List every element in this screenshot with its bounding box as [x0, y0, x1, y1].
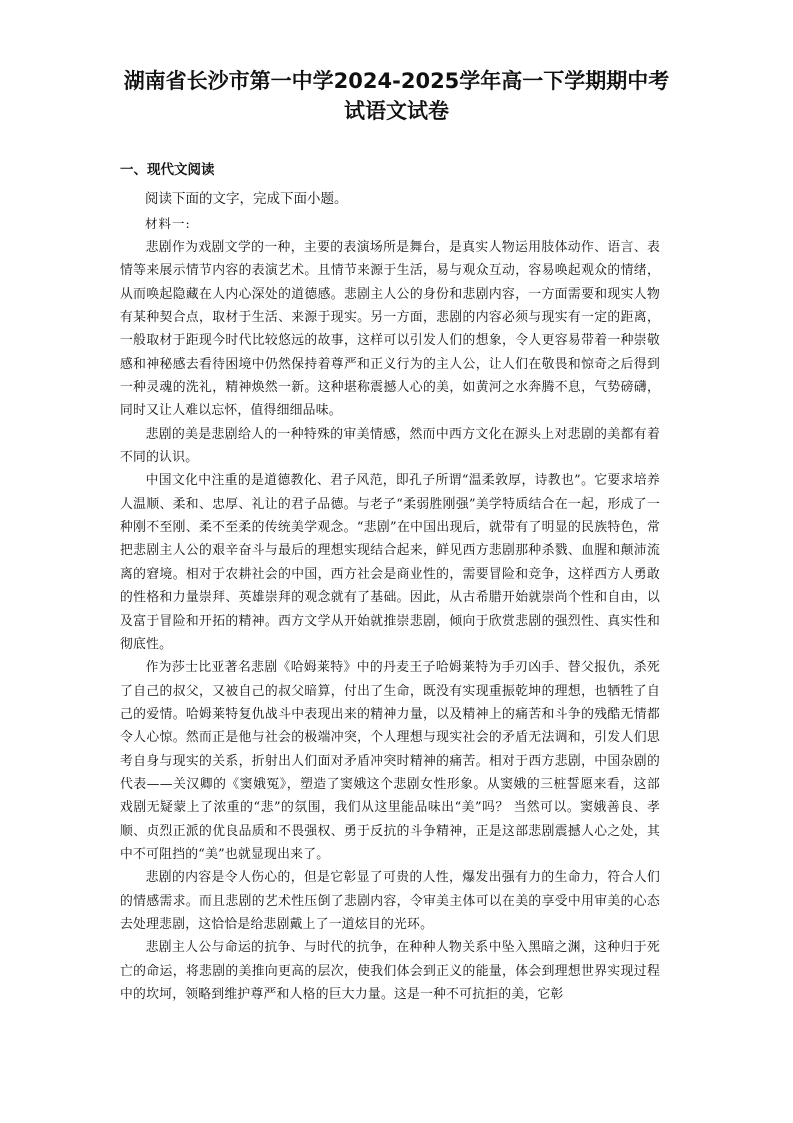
- passage-paragraph: 悲剧主人公与命运的抗争、与时代的抗争，在种种人物关系中坠入黑暗之渊，这种归于死亡的命运，将悲剧的美推向更高的层次，使我们体会到正义的能量，体会到理想世界实现过程中的坎坷，领略到维护尊严和人格的巨大力量。这是一种不可抗拒的美，它彰: [120, 940, 660, 1002]
- passage-paragraph: 作为莎士比亚著名悲剧《哈姆莱特》中的丹麦王子哈姆莱特为手刃凶手、替父报仇，杀死了自己的叔父，又被自己的叔父暗算，付出了生命，既没有实现重振乾坤的理想，也牺牲了自己的爱情。哈姆莱特复仇战斗中表现出来的精神力量，以及精神上的痛苦和斗争的残酷无情都令人心惊。然而正是他与社会的极端冲突，个人理想与现实社会的矛盾无法调和，引发人们思考自身与现实的关系，折射出人们面对矛盾冲突时精神的痛苦。相对于西方悲剧，中国杂剧的代表——关汉卿的《窦娥冤》，塑造了窦娥这个悲剧女性形象。从窦娥的三桩誓愿来看，这部戏剧无疑蒙上了浓重的“悲”的氛围，我们从这里能品味出“美”吗？ 当然可以。窦娥善良、孝顺、贞烈正派的优良品质和不畏强权、勇于反抗的斗争精神，正是这部悲剧震撼人心之处，其中不可阻挡的“美”也就显现出来了。: [120, 660, 660, 862]
- section-heading: 一、现代文阅读: [120, 162, 215, 178]
- passage-paragraph: 中国文化中注重的是道德教化、君子风范，即孔子所谓“温柔敦厚，诗教也”。它要求培养人温顺、柔和、忠厚、礼让的君子品德。与老子“柔弱胜刚强”美学特质结合在一起，形成了一种刚不至刚、柔不至柔的传统美学观念。“悲剧”在中国出现后，就带有了明显的民族特色，常把悲剧主人公的艰辛奋斗与最后的理想实现结合起来，鲜见西方悲剧那种杀戮、血腥和颠沛流离的窘境。相对于农耕社会的中国，西方社会是商业性的，需要冒险和竞争，这样西方人勇敢的性格和力量崇拜、英雄崇拜的观念就有了基础。因此，从古希腊开始就崇尚个性和自由，以及富于冒险和开拓的精神。西方文学从开始就推崇悲剧，倾向于欣赏悲剧的强烈性、真实性和彻底性。: [120, 473, 660, 652]
- passage-paragraph: 悲剧作为戏剧文学的一种，主要的表演场所是舞台，是真实人物运用肢体动作、语言、表情等来展示情节内容的表演艺术。且情节来源于生活，易与观众互动，容易唤起观众的情绪，从而唤起隐藏在人内心深处的道德感。悲剧主人公的身份和悲剧内容，一方面需要和现实人物有某种契合点，取材于生活、来源于现实。另一方面，悲剧的内容必须与现实有一定的距离，一般取材于距现今时代比较悠远的故事，这样可以引发人们的想象，令人更容易带着一种崇敬感和神秘感去看待困境中仍然保持着尊严和正义行为的主人公，让人们在敬畏和惊奇之后得到一种灵魂的洗礼，精神焕然一新。这种堪称震撼人心的美，如黄河之水奔腾不息，气势磅礴，同时又让人难以忘怀，值得细细品味。: [120, 240, 660, 419]
- document-title-line-2: 试语文试卷: [344, 99, 449, 123]
- passage-paragraph: 悲剧的内容是令人伤心的，但是它彰显了可贵的人性，爆发出强有力的生命力，符合人们的情感需求。而且悲剧的艺术性压倒了悲剧内容，令审美主体可以在美的享受中用审美的心态去处理悲剧，这恰恰是给悲剧戴上了一道炫目的光环。: [120, 870, 660, 932]
- material-label: 材料一:: [145, 216, 191, 231]
- passage-body: [120, 236, 660, 1006]
- document-title-line-1: 湖南省长沙市第一中学2024-2025学年高一下学期期中考: [123, 69, 670, 93]
- reading-instruction: 阅读下面的文字，完成下面小题。: [145, 191, 348, 207]
- passage-paragraph: 悲剧的美是悲剧给人的一种特殊的审美情感，然而中西方文化在源头上对悲剧的美都有着不同的认识。: [120, 426, 660, 466]
